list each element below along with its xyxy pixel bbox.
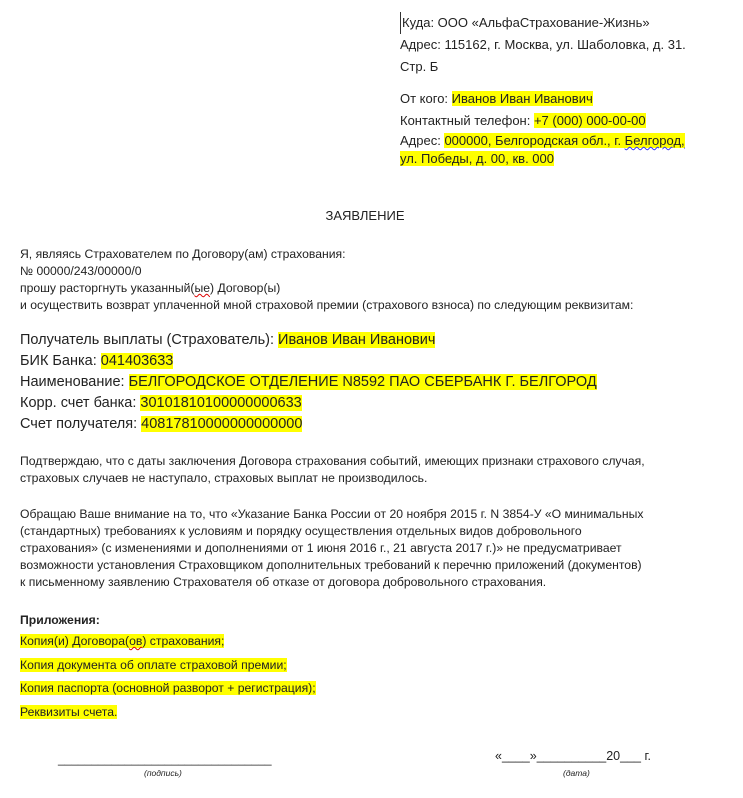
contract-number: № 00000/243/00000/0 [20, 264, 142, 278]
requisite-row [20, 393, 597, 414]
requisite-label: Наименование: [20, 374, 129, 390]
text: прошу расторгнуть указанный( [20, 281, 195, 295]
text-line: к письменному заявлению Страхователя об отказе от договора добровольного страхования. [20, 575, 547, 589]
date-caption: (дата) [563, 768, 590, 778]
text-line: Обращаю Ваше внимание на то, что «Указание Банка России от 20 ноября 2015 г. N 3854-У «О минимальных [20, 507, 644, 521]
requisite-label: БИК Банка: [20, 353, 101, 369]
requisite-row [20, 414, 597, 435]
recipient-address-2: Стр. Б [400, 59, 439, 74]
requisite-value: Иванов Иван Иванович [278, 332, 436, 348]
address-value: 000000, Белгородская обл., г. [444, 133, 625, 148]
recipient-address: Адрес: 115162, г. Москва, ул. Шаболовка, д. 31. [400, 37, 686, 52]
requisite-value: БЕЛГОРОДСКОЕ ОТДЕЛЕНИЕ N8592 ПАО СБЕРБАНК Г. БЕЛГОРОД [128, 374, 597, 390]
address-city: Белгород, [624, 133, 685, 148]
text: ) страхования; [142, 634, 225, 648]
requisite-row [20, 351, 597, 372]
intro-line: и осуществить возврат уплаченной мной страховой премии (страхового взноса) по следующим реквизитам: [20, 298, 634, 312]
text: ов [129, 634, 143, 648]
intro [20, 246, 633, 314]
text: ) Договор(ы) [210, 281, 281, 295]
text: Копия паспорта (основной разворот + регистрация); [20, 681, 316, 695]
sender-line [400, 88, 593, 110]
sender-address [400, 132, 685, 168]
attachment-item [20, 630, 316, 654]
sender-name: Иванов Иван Иванович [451, 91, 593, 106]
recipient-line: Куда: ООО «АльфаСтрахование-Жизнь» [400, 12, 650, 34]
requisite-value: 40817810000000000000 [141, 416, 303, 432]
notice-paragraph [20, 506, 643, 591]
intro-line: Я, являясь Страхователем по Договору(ам) страхования: [20, 247, 346, 261]
text: Реквизиты счета. [20, 704, 118, 719]
signature-caption: (подпись) [144, 768, 182, 778]
intro-line [20, 280, 633, 297]
attachments [20, 610, 316, 724]
text: Копия документа об оплате страховой премии; [20, 657, 287, 672]
requisite-label: Корр. счет банка: [20, 395, 141, 411]
requisite-value: 041403633 [100, 353, 174, 369]
attachments-title: Приложения: [20, 613, 100, 627]
phone-label: Контактный телефон: [400, 113, 534, 128]
address-street: ул. Победы, д. 00, кв. 000 [400, 151, 554, 166]
text-line: (стандартных) требованиях к условиям и порядку осуществления отдельных видов добровольного [20, 524, 582, 538]
text-line: Подтверждаю, что с даты заключения Договора страхования событий, имеющих признаки страхового случая, [20, 454, 645, 468]
attachment-item [20, 677, 316, 701]
phone-line [400, 110, 646, 132]
attachment-item [20, 654, 316, 678]
text: ые [194, 281, 210, 295]
requisite-row [20, 330, 597, 351]
requisites [20, 330, 597, 435]
text-line: возможности установления Страховщиком дополнительных требований к перечню приложений (документов) [20, 558, 642, 572]
requisite-label: Счет получателя: [20, 416, 142, 432]
text-line: страхования» (с изменениями и дополнениями от 1 июня 2016 г., 21 августа 2017 г.)» не предусматривает [20, 541, 622, 555]
date-line: «____»__________20___ г. [495, 749, 651, 763]
address-label: Адрес: [400, 133, 445, 148]
confirmation-paragraph [20, 453, 645, 487]
requisite-row [20, 372, 597, 393]
sender-label: От кого: [400, 91, 452, 106]
attachment-item [20, 701, 316, 725]
requisite-value: 30101810100000000633 [140, 395, 302, 411]
requisite-label: Получатель выплаты (Страхователь): [20, 332, 279, 348]
document-title: ЗАЯВЛЕНИЕ [325, 208, 405, 223]
signature-line: ________________________________ [58, 752, 272, 766]
text: Копия(и) Договора( [20, 634, 130, 648]
text-line: страховых случаев не наступало, страховых выплат не производилось. [20, 471, 428, 485]
phone-value: +7 (000) 000-00-00 [533, 113, 646, 128]
